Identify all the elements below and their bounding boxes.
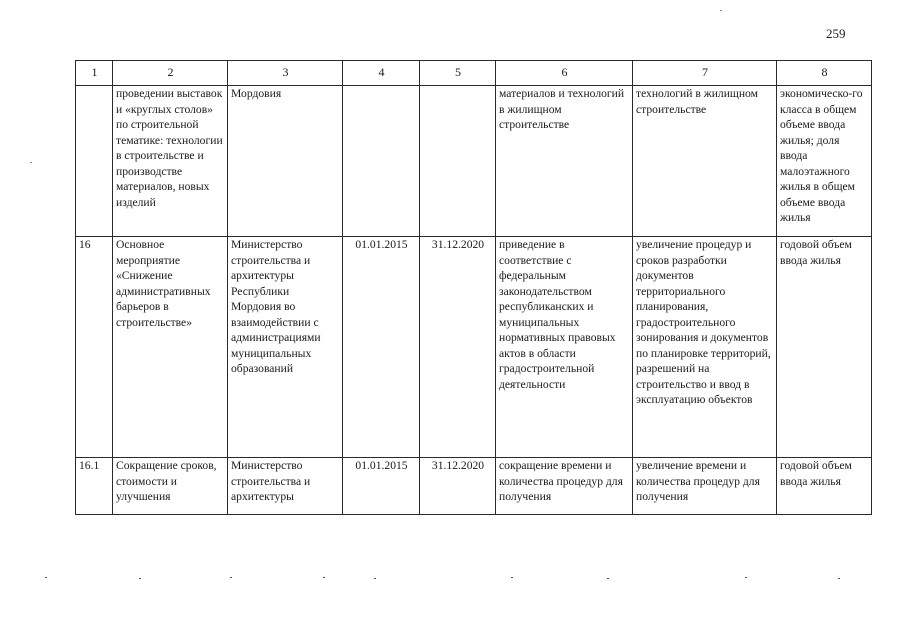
measure-name-cell: проведении выставок и «круглых столов» по строительной тематике: технологии в строительстве и производстве материалов, новых изделий [113,86,228,237]
indicator-cell: годовой объем ввода жилья [777,458,872,515]
expected-result-cell: приведение в соответствие с федеральным законодательством республиканских и муниципальных нормативных правовых актов в области градостроительной деятельности [496,237,633,458]
column-header-4: 4 [343,61,420,86]
expected-result-cell: сокращение времени и количества процедур для получения [496,458,633,515]
table-row [76,458,872,515]
column-header-6: 6 [496,61,633,86]
table-row [76,237,872,458]
indicator-cell: экономическо-го класса в общем объеме ввода жилья; доля ввода малоэтажного жилья в общем объеме ввода жилья [777,86,872,237]
scan-speck [139,578,141,579]
scan-speck [323,577,325,578]
scan-speck [511,577,513,578]
column-header-2: 2 [113,61,228,86]
start-date-cell: 01.01.2015 [343,237,420,458]
row-number-cell: 16 [76,237,113,458]
scan-speck [745,577,747,578]
scan-speck [607,578,609,579]
executor-cell: Министерство строительства и архитектуры Республики Мордовия во взаимодействии с администрациями муниципальных образований [228,237,343,458]
scan-speck [45,577,47,578]
indicator-cell: годовой объем ввода жилья [777,237,872,458]
scan-speck [374,578,376,579]
scan-speck [838,578,840,579]
measure-name-cell: Основное мероприятие «Снижение административных барьеров в строительстве» [113,237,228,458]
scan-artifacts [0,575,905,585]
scan-speck [720,10,722,11]
expected-result-cell: материалов и технологий в жилищном строительстве [496,86,633,237]
table-row [76,86,872,237]
column-header-5: 5 [420,61,496,86]
scan-speck [30,162,32,163]
page-number: 259 [826,26,846,41]
header-row [76,61,872,86]
column-header-3: 3 [228,61,343,86]
end-date-cell: 31.12.2020 [420,458,496,515]
start-date-cell [343,86,420,237]
start-date-cell: 01.01.2015 [343,458,420,515]
executor-cell: Мордовия [228,86,343,237]
end-date-cell: 31.12.2020 [420,237,496,458]
column-header-8: 8 [777,61,872,86]
scan-speck [230,577,232,578]
end-date-cell [420,86,496,237]
consequences-cell: технологий в жилищном строительстве [633,86,777,237]
column-header-7: 7 [633,61,777,86]
consequences-cell: увеличение процедур и сроков разработки документов территориального планирования, градостроительного зонирования и документов по планировке территорий, разрешений на строительство и ввод в эксплуатацию объектов [633,237,777,458]
measures-table [75,60,872,515]
executor-cell: Министерство строительства и архитектуры [228,458,343,515]
consequences-cell: увеличение времени и количества процедур для получения [633,458,777,515]
measure-name-cell: Сокращение сроков, стоимости и улучшения [113,458,228,515]
column-header-1: 1 [76,61,113,86]
row-number-cell [76,86,113,237]
row-number-cell: 16.1 [76,458,113,515]
